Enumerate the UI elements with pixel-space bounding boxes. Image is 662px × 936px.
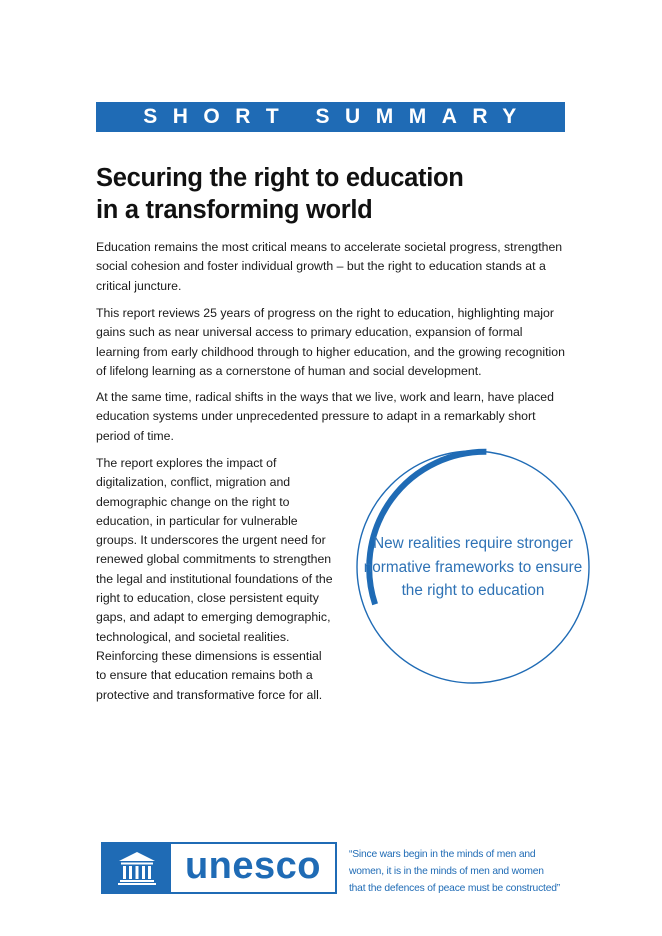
temple-emblem-icon: [103, 844, 171, 892]
callout-line-2: normative frameworks to ensure: [363, 558, 583, 576]
logo-wordmark: unesco: [184, 845, 322, 887]
column-line: digitalization, conflict, migration and: [96, 475, 291, 490]
column-line: Reinforcing these dimensions is essential: [96, 648, 322, 663]
column-line: protective and transformative force for all.: [96, 687, 323, 702]
section-banner: [96, 102, 565, 132]
title-line-2: in a transforming world: [96, 196, 373, 224]
callout-line-3: the right to education: [401, 582, 545, 599]
unesco-motto: [349, 846, 579, 898]
unesco-logo: [101, 842, 337, 894]
report-column-text: [96, 454, 346, 705]
motto-line-2: women, it is in the minds of men and women: [349, 866, 544, 878]
column-line: groups. It underscores the urgent need for: [96, 533, 326, 548]
column-line: The report explores the impact of: [96, 456, 277, 470]
shifts-paragraph: At the same time, radical shifts in the ways that we live, work and learn, have placed education systems under unprecedented pressure to adapt in a remarkably short period of time.: [96, 390, 554, 443]
column-line: technological, and societal realities.: [96, 629, 290, 644]
column-line: demographic change on the right to: [96, 494, 290, 509]
progress-paragraph: This report reviews 25 years of progress on the right to education, highlighting major gains such as near universal access to primary education, expansion of formal learning from early childhood through to higher education, and the growing recognition of lifelong learning as a cornerstone of human and social development.: [96, 306, 565, 378]
column-line: education, in particular for vulnerable: [96, 513, 298, 528]
callout-quote: [358, 532, 588, 603]
banner-label: SHORT SUMMARY: [143, 105, 532, 128]
callout-circle: [350, 444, 596, 690]
column-line: gaps, and adapt to emerging demographic,: [96, 610, 331, 625]
column-line: renewed global commitments to strengthen: [96, 552, 332, 567]
title-line-1: Securing the right to education: [96, 164, 464, 192]
page-title: [96, 162, 566, 226]
temple-icon: [117, 850, 157, 886]
column-line: right to education, close persistent equity: [96, 591, 319, 606]
callout-line-1: New realities require stronger: [373, 535, 573, 552]
motto-line-1: “Since wars begin in the minds of men and: [349, 849, 536, 860]
intro-paragraph: Education remains the most critical means to accelerate societal progress, strengthen social cohesion and foster individual growth – but the right to education stands at a critical juncture.: [96, 240, 563, 293]
column-line: to ensure that education remains both a: [96, 668, 313, 683]
motto-line-3: that the defences of peace must be constructed”: [349, 883, 560, 895]
column-line: the legal and institutional foundations of the: [96, 571, 333, 586]
